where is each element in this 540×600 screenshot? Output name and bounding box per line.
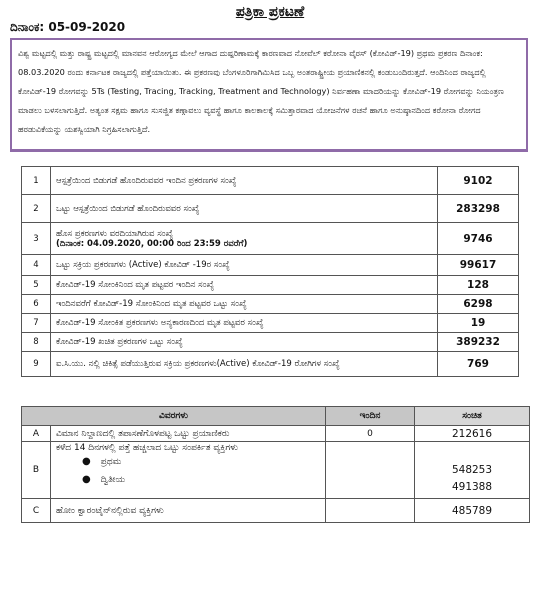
secondary-contacts-label: ದ್ವಿತೀಯ [100,475,126,485]
row-label [51,223,438,255]
table-row [22,276,519,295]
table-row [22,255,519,276]
row-label: ಒಟ್ಟು ಆಸ್ಪತ್ರೆಯಿಂದ ಬಿಡುಗಡೆ ಹೊಂದಿರುವವರ ಸಂಖ್ಯೆ [51,195,438,223]
row-number: 5 [22,276,51,295]
summary-row-a [22,426,530,442]
primary-contacts-item [56,453,320,471]
secondary-contacts-value: 491388 [451,481,493,493]
row-number: 7 [22,314,51,333]
row-label: ವಿಮಾನ ನಿಲ್ದಾಣದಲ್ಲಿ ತಪಾಸಣೆಗೊಳಪಟ್ಟ ಒಟ್ಟು ಪ್ರಯಾಣಿಕರು [51,426,326,442]
row-label: ಹೋಂ ಕ್ವಾರಂಟೈನ್‌ನಲ್ಲಿರುವ ವ್ಯಕ್ತಿಗಳು [51,499,326,523]
row-label: ಐ.ಸಿ.ಯು. ನಲ್ಲಿ ಚಿಕಿತ್ಸೆ ಪಡೆಯುತ್ತಿರುವ ಸಕ್ರಿಯ ಪ್ರಕರಣಗಳು(Active) ಕೋವಿಡ್-19 ರೋಗಿಗಳ ಸಂಖ್ಯೆ [51,352,438,377]
row-today-empty [326,499,415,523]
summary-header-row [22,407,530,426]
summary-row-c [22,499,530,523]
row-number: 2 [22,195,51,223]
primary-contacts-label: ಪ್ರಥಮ [100,457,122,467]
row-value: 389232 [438,333,519,352]
row-number: 4 [22,255,51,276]
row-value: 19 [438,314,519,333]
row-label: ಒಟ್ಟು ಸಕ್ರಿಯ ಪ್ರಕರಣಗಳು (Active) ಕೋವಿಡ್ -19ರ ಸಂಖ್ಯೆ [51,255,438,276]
surveillance-summary-table [21,406,530,523]
covid-stats-table [21,166,519,377]
row-label-main: ಹೊಸ ಪ್ರಕರಣಗಳು ವರದಿಯಾಗಿರುವ ಸಂಖ್ಯೆ [56,228,174,239]
table-row [22,167,519,195]
primary-contacts-value: 548253 [451,464,493,476]
row-value: 6298 [438,295,519,314]
bullet-icon: ● [82,474,91,485]
header-cumulative: ಸಂಚಿತ [415,407,530,426]
row-label-date-range: (ದಿನಾಂಕ: 04.09.2020, 00:00 ರಿಂದ 23:59 ರವರೆಗೆ) [56,238,248,249]
table-row [22,223,519,255]
row-value: 9746 [438,223,519,255]
row-cumulative: 212616 [415,426,530,442]
table-row [22,352,519,377]
row-number: 8 [22,333,51,352]
row-number: 3 [22,223,51,255]
row-value: 283298 [438,195,519,223]
table-row [22,314,519,333]
row-value: 128 [438,276,519,295]
row-label: ಕೋವಿಡ್-19 ಸೋಂಕಿನಿಂದ ಮೃತ ಪಟ್ಟವರ ಇಂದಿನ ಸಂಖ್ಯೆ [51,276,438,295]
intro-paragraph: ವಿಶ್ವ ಮಟ್ಟದಲ್ಲಿ ಮತ್ತು ರಾಷ್ಟ್ರ ಮಟ್ಟದಲ್ಲಿ ಮಾನವನ ಆರೋಗ್ಯದ ಮೇಲೆ ಆಗಾದ ದುಷ್ಪರಿಣಾಮಕ್ಕೆ ಕಾರಣವಾದ ನೋವೆಲ್ ಕರೋನಾ ವೈರಸ್ (ಕೋವಿಡ್-19) ಪ್ರಥಮ ಪ್ರಕರಣ ದಿನಾಂಕ: 08.03.2020 ರಂದು ಕರ್ನಾಟಕ ರಾಜ್ಯದಲ್ಲಿ ಪತ್ತೆಯಾಯಿತು. ಈ ಪ್ರಕರಣವು ಬೆಂಗಳೂರಿಗಾಗಿಮಿಸಿದ ಒಬ್ಬ ಅಂತರಾಷ್ಟ್ರೀಯ ಪ್ರಯಾಣಿಕನಲ್ಲಿ ಕಂಡುಬಂದಿರುತ್ತದೆ. ಆಂದಿನಿಂದ ರಾಜ್ಯದಲ್ಲಿ ಕೋವಿಡ್-19 ರೋಗವನ್ನು 5Ts (Testing, Tracing, Tracking, Treatment and Technology) ನಿರ್ವಹಣಾ ಮಾದರಿಯನ್ನು ಕೋವಿಡ್-19 ರೋಗವನ್ನು ನಿಯಂತ್ರಣ ಮಾಡಲು ಬಳಸಲಾಗುತ್ತಿದೆ. ಅತ್ಯಂತ ಸಕ್ಷಮ ಹಾಗೂ ಸುಸಜ್ಜಿತ ಕಣ್ಗಾವಲು ವ್ಯವಸ್ಥೆ ಹಾಗೂ ಕಾಲಕಾಲಕ್ಕೆ ಸಮಿತ್ತಾರವಾದ ಯೋಜನೆಗಳ ರಚನೆ ಹಾಗೂ ಅನುಷ್ಠಾನದಿಂದ ಕರೋನಾ ರೋಗದ ಹರಡುವಿಕೆಯನ್ನು ಯಶಸ್ವಿಯಾಗಿ ನಿಗ್ರಹಿಸಲಾಗುತ್ತಿದೆ. [10,38,528,152]
row-cumulative: 485789 [415,499,530,523]
summary-row-b [22,442,530,499]
row-id: C [22,499,51,523]
table-row [22,333,519,352]
row-cumulative [415,442,530,499]
row-label: ಆಸ್ಪತ್ರೆಯಿಂದ ಬಿಡುಗಡೆ ಹೊಂದಿರುವವರ ಇಂದಿನ ಪ್ರಕರಣಗಳ ಸಂಖ್ಯೆ [51,167,438,195]
row-label: ಕೋವಿಡ್-19 ಸೋಂಕಿತ ಪ್ರಕರಣಗಳು ಅನ್ಯಕಾರಣದಿಂದ ಮೃತ ಪಟ್ಟವರ ಸಂಖ್ಯೆ [51,314,438,333]
contacts-label: ಕಳೆದ 14 ದಿನಗಳಲ್ಲಿ ಪತ್ತೆ ಹಚ್ಚಲಾದ ಒಟ್ಟು ಸಂಪರ್ಕಿತ ವ್ಯಕ್ತಿಗಳು [56,443,238,453]
row-today-empty [326,442,415,499]
bullet-icon: ● [82,456,91,467]
row-label [51,442,326,499]
row-number: 1 [22,167,51,195]
header-today: ಇಂದಿನ [326,407,415,426]
row-value: 769 [438,352,519,377]
row-number: 6 [22,295,51,314]
row-value: 99617 [438,255,519,276]
row-value: 9102 [438,167,519,195]
table-row [22,195,519,223]
page-title: ಪತ್ರಿಕಾ ಪ್ರಕಟಣೆ [235,4,305,20]
row-label: ಇಂದಿನವರೆಗೆ ಕೋವಿಡ್-19 ಸೋಂಕಿನಿಂದ ಮೃತ ಪಟ್ಟವರ ಒಟ್ಟು ಸಂಖ್ಯೆ [51,295,438,314]
row-id: A [22,426,51,442]
row-number: 9 [22,352,51,377]
secondary-contacts-item [56,471,320,489]
row-today: 0 [326,426,415,442]
row-label: ಕೋವಿಡ್-19 ಖಚಿತ ಪ್ರಕರಣಗಳ ಒಟ್ಟು ಸಂಖ್ಯೆ [51,333,438,352]
row-id: B [22,442,51,499]
table-row [22,295,519,314]
header-details: ವಿವರಗಳು [22,407,326,426]
press-date: ದಿನಾಂಕ: 05-09-2020 [10,20,126,34]
